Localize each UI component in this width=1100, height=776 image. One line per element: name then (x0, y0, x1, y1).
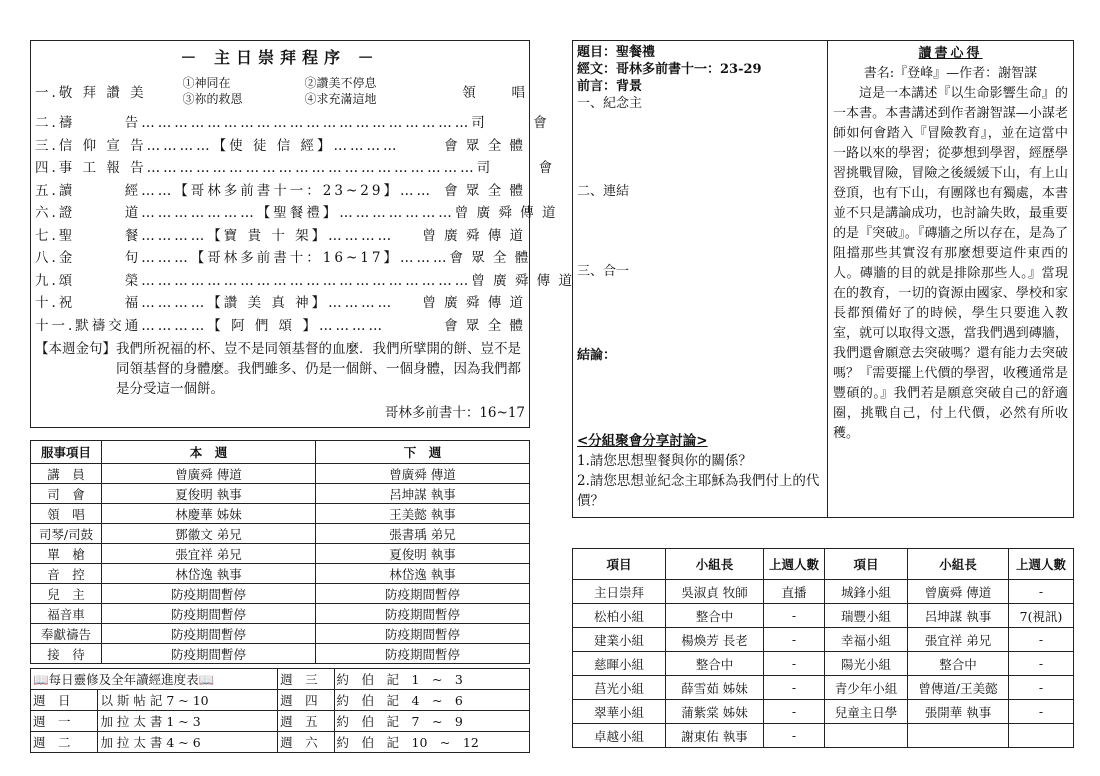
reading-row (31, 732, 530, 753)
group-row-cell: 呂坤謀 執事 (908, 604, 1009, 628)
worship-item (35, 290, 525, 313)
group-row-cell: - (764, 724, 825, 748)
service-row-cell: 曾廣舜 傳道 (316, 464, 530, 484)
group-row-cell (908, 724, 1009, 748)
worship-item (35, 110, 549, 133)
reading-row-cell: 週 二 (31, 732, 98, 753)
worship-item-leader: 會 眾 全 體 (444, 317, 525, 334)
service-row-cell: 防疫期間暫停 (316, 624, 530, 644)
group-row-cell: - (764, 700, 825, 724)
service-row-cell: 呂坤謀 執事 (316, 484, 530, 504)
sermon-point-2: 二、連結 (577, 184, 630, 199)
discussion-section (577, 431, 822, 511)
reading-row-cell: 加 拉 太 書 1 ~ 3 (98, 711, 278, 732)
service-row-cell: 單 槍 (31, 544, 102, 564)
sermon-point-1: 一、紀念主 (577, 96, 643, 111)
worship-items (35, 110, 574, 335)
worship-item-label: 三.信 仰 宣 告…………【使 徒 信 經】………… (35, 137, 400, 154)
group-row-cell: 楊煥芳 長老 (666, 628, 764, 652)
worship-title: － 主日崇拜程序 － (180, 48, 380, 67)
service-row (31, 624, 530, 644)
service-row-cell: 張宜祥 弟兄 (102, 544, 316, 564)
service-row-cell: 防疫期間暫停 (316, 584, 530, 604)
reading-row-cell: 週 六 (278, 732, 334, 753)
book-review-subtitle: 書名:『登峰』—作者：謝智謀 (863, 66, 1038, 81)
reading-row (31, 711, 530, 732)
service-row-cell: 林岱逸 執事 (316, 564, 530, 584)
reading-passage: 約 伯 記 1 ~ 3 (334, 669, 530, 690)
group-row-cell: 7(視訊) (1009, 604, 1074, 628)
group-row-cell: - (764, 652, 825, 676)
praise-song: ④求充滿這地 (304, 92, 377, 106)
worship-item (35, 178, 525, 201)
worship-item-leader: 會 眾 全 體 (449, 250, 531, 267)
group-row-cell: 曾傳道/王美懿 (908, 676, 1009, 700)
group-row-cell: 青少年小組 (825, 676, 908, 700)
service-row-cell: 接 待 (31, 644, 102, 664)
worship-item (35, 268, 574, 291)
weekly-verse (35, 339, 525, 399)
service-row-cell: 夏俊明 執事 (316, 544, 530, 564)
sermon-point-3: 三、合一 (577, 264, 630, 279)
groups-header: 項目 (573, 549, 666, 580)
service-row-cell: 防疫期間暫停 (316, 644, 530, 664)
group-row-cell: - (1009, 652, 1074, 676)
worship-item-label: 七.聖 餐…………【寶 貴 十 架】………… (35, 227, 395, 244)
group-row-cell: 陽光小組 (825, 652, 908, 676)
group-row (573, 700, 1074, 724)
worship-item-label: 四.事 工 報 告…………………………………………………… (35, 160, 477, 177)
reading-row-cell: 週 日 (31, 690, 98, 711)
group-row-cell: 卓越小組 (573, 724, 666, 748)
reading-title: 📖每日靈修及全年讀經進度表📖 (31, 669, 278, 690)
worship-item-leader: 會 眾 全 體 (444, 137, 525, 154)
small-groups-table (572, 548, 1074, 748)
group-row (573, 580, 1074, 604)
group-row-cell: - (1009, 628, 1074, 652)
reading-row-cell: 以 斯 帖 記 7 ~ 10 (98, 690, 278, 711)
service-row-cell: 張書瑀 弟兄 (316, 524, 530, 544)
service-row (31, 604, 530, 624)
service-row-cell: 講 員 (31, 464, 102, 484)
group-row (573, 628, 1074, 652)
service-row (31, 544, 530, 564)
group-row-cell: 薛雪茹 姊妹 (666, 676, 764, 700)
service-row-cell: 司 會 (31, 484, 102, 504)
praise-songs (182, 75, 426, 107)
service-row (31, 584, 530, 604)
service-header-row (31, 441, 530, 464)
reading-row-cell: 約 伯 記 4 ~ 6 (334, 690, 530, 711)
reading-row-cell: 週 四 (278, 690, 334, 711)
worship-item-leader: 會 眾 全 體 (444, 182, 525, 199)
groups-header: 上週人數 (764, 549, 825, 580)
worship-item (35, 223, 525, 246)
service-row (31, 504, 530, 524)
weekly-verse-text: 我們所祝福的杯、豈不是同領基督的血麼．我們所擘開的餅、豈不是同領基督的身體麼。我們雖多、仍是一個餅、一個身體，因為我們都是分受這一個餅。 (116, 341, 521, 397)
group-row (573, 652, 1074, 676)
group-row-cell: - (1009, 700, 1074, 724)
worship-item-label: 五.讀 經……【哥林多前書十一：23~29】…… (35, 182, 433, 199)
group-row-cell: 建業小組 (573, 628, 666, 652)
praise-role-right: 唱 (511, 85, 525, 101)
sermon-notes-panel (572, 40, 1074, 518)
group-row-cell: 整合中 (666, 604, 764, 628)
group-row-cell: 張宜祥 弟兄 (908, 628, 1009, 652)
group-row-cell: 瑞豐小組 (825, 604, 908, 628)
worship-item-label: 六.證 道…………………【聖餐禮】………………… (35, 205, 455, 222)
worship-order-panel (30, 40, 574, 428)
sermon-conclusion: 結論： (577, 348, 617, 363)
service-row-cell: 音 控 (31, 564, 102, 584)
praise-role-left: 領 (462, 85, 476, 101)
worship-item (35, 245, 531, 268)
reading-row-cell: 週 五 (278, 711, 334, 732)
worship-item-leader: 司 會 (476, 160, 555, 177)
service-row (31, 484, 530, 504)
service-header: 下 週 (316, 441, 530, 464)
group-row-cell: 整合中 (908, 652, 1009, 676)
worship-item (35, 200, 558, 223)
service-row-cell: 防疫期間暫停 (316, 604, 530, 624)
sermon-intro: 前言：背景 (577, 79, 643, 94)
group-row-cell: 慈暉小組 (573, 652, 666, 676)
service-row (31, 464, 530, 484)
worship-item (35, 133, 525, 156)
group-row-cell: 張開華 執事 (908, 700, 1009, 724)
group-row-cell: 蒲紫棠 姊妹 (666, 700, 764, 724)
weekly-verse-ref: 哥林多前書十：16~17 (384, 405, 525, 421)
worship-item-label: 二.禱 告…………………………………………………… (35, 115, 472, 132)
service-row-cell: 防疫期間暫停 (102, 624, 316, 644)
groups-header: 項目 (825, 549, 908, 580)
discussion-question: 2.請您思想並紀念主耶穌為我們付上的代價？ (577, 473, 820, 509)
group-row-cell: 吳淑貞 牧師 (666, 580, 764, 604)
book-review-text: 這是一本講述『以生命影響生命』的一本書。本書講述到作者謝智謀—小謀老師如何會踏入『冒險教育』，並在這當中一路以來的學習；從夢想到學習，經歷學習挑戰冒險，冒險之後緩緩下山，有上山登頂，也有下山，有團隊也有獨處，本書並不只是講論成功，也討論失敗，最重要的是『突破』。『磚牆之所以存在，是為了阻擋那些其實沒有那麼想要這件東西的人。磚牆的目的就是排除那些人。』當現在的教育，一切的資源由國家、學校和家長都預備好了的時候，學生只要進入教室，就可以取得文憑，當我們遇到磚牆，我們還會願意去突破嗎？還有能力去突破嗎？『需要擺上代價的學習，收穫通常是豐碩的。』我們若是願意突破自己的舒適圈，挑戰自己，付上代價，必然有所收穫。 (833, 86, 1068, 441)
book-review (828, 41, 1073, 517)
worship-item-label: 十.祝 福…………【讚 美 真 神】………… (35, 295, 395, 312)
worship-item (35, 313, 525, 336)
groups-header: 小組長 (666, 549, 764, 580)
sermon-scripture: 經文：哥林多前書十一：23-29 (577, 62, 762, 77)
service-row-cell: 司琴/司鼓 (31, 524, 102, 544)
service-roster-table (30, 440, 530, 664)
service-row-cell: 鄧徽文 弟兄 (102, 524, 316, 544)
group-row-cell: - (764, 628, 825, 652)
service-row-cell: 夏俊明 執事 (102, 484, 316, 504)
worship-item-leader: 曾 廣 舜 傳 道 (471, 272, 574, 289)
discussion-title: <分組聚會分享討論> (577, 433, 708, 449)
worship-item (35, 155, 555, 178)
service-row-cell: 兒 主 (31, 584, 102, 604)
service-row-cell: 王美懿 執事 (316, 504, 530, 524)
service-row-cell: 福音車 (31, 604, 102, 624)
group-row-cell: 莒光小組 (573, 676, 666, 700)
service-row (31, 564, 530, 584)
reading-row (31, 690, 530, 711)
service-row-cell: 奉獻禱告 (31, 624, 102, 644)
service-header: 服事項目 (31, 441, 102, 464)
worship-item-praise (35, 72, 525, 110)
reading-row-cell: 加 拉 太 書 4 ~ 6 (98, 732, 278, 753)
reading-day: 週 三 (278, 669, 334, 690)
reading-row-cell: 約 伯 記 7 ~ 9 (334, 711, 530, 732)
service-row-cell: 林岱逸 執事 (102, 564, 316, 584)
group-row-cell (825, 724, 908, 748)
group-row (573, 676, 1074, 700)
service-row-cell: 林慶華 姊妹 (102, 504, 316, 524)
book-review-title: 讀書心得 (918, 46, 983, 61)
praise-song: ③祢的救恩 (182, 92, 243, 106)
sermon-outline (573, 41, 828, 517)
group-row-cell: 整合中 (666, 652, 764, 676)
reading-plan-table (30, 668, 530, 753)
group-row-cell (1009, 724, 1074, 748)
group-row (573, 724, 1074, 748)
group-row-cell: 主日崇拜 (573, 580, 666, 604)
service-row-cell: 防疫期間暫停 (102, 604, 316, 624)
praise-song: ①神同在 (182, 76, 231, 90)
group-row-cell: - (1009, 676, 1074, 700)
service-header: 本 週 (102, 441, 316, 464)
reading-title-text: 每日靈修及全年讀經進度表 (48, 672, 199, 687)
praise-song: ②讚美不停息 (304, 76, 377, 90)
group-row (573, 604, 1074, 628)
service-row-cell: 防疫期間暫停 (102, 644, 316, 664)
group-row-cell: - (764, 604, 825, 628)
worship-item-leader: 曾 廣 舜 傳 道 (422, 227, 525, 244)
worship-item-leader: 曾 廣 舜 傳 道 (454, 205, 558, 222)
group-row-cell: 直播 (764, 580, 825, 604)
groups-header: 上週人數 (1009, 549, 1074, 580)
group-row-cell: 松柏小組 (573, 604, 666, 628)
service-row-cell: 曾廣舜 傳道 (102, 464, 316, 484)
reading-row (31, 669, 530, 690)
worship-item-label: 八.金 句………【哥林多前書十：16~17】……… (35, 250, 450, 267)
weekly-verse-label: 【本週金句】 (35, 341, 116, 357)
worship-item-label: 十一.默禱交通…………【 阿 們 頌 】………… (35, 317, 385, 334)
service-row-cell: 防疫期間暫停 (102, 584, 316, 604)
reading-row-cell: 週 一 (31, 711, 98, 732)
group-row-cell: 兒童主日學 (825, 700, 908, 724)
group-row-cell: - (764, 676, 825, 700)
service-row (31, 524, 530, 544)
group-row-cell: 城鋒小組 (825, 580, 908, 604)
worship-item-leader: 司 會 (471, 115, 549, 132)
service-row-cell: 領 唱 (31, 504, 102, 524)
sermon-topic: 題目：聖餐禮 (577, 45, 656, 60)
group-row-cell: 謝東佑 執事 (666, 724, 764, 748)
worship-item-leader: 曾 廣 舜 傳 道 (422, 295, 525, 312)
group-row-cell: 幸福小組 (825, 628, 908, 652)
discussion-question: 1.請您思想聖餐與你的關係？ (577, 453, 752, 469)
group-row-cell: 翠華小組 (573, 700, 666, 724)
groups-header-row (573, 549, 1074, 580)
worship-item-label: 九.頌 榮…………………………………………………… (35, 272, 472, 289)
praise-label: 一.敬 拜 讚 美 (35, 85, 147, 101)
group-row-cell: 曾廣舜 傳道 (908, 580, 1009, 604)
reading-row-cell: 約 伯 記 10 ~ 12 (334, 732, 530, 753)
groups-header: 小組長 (908, 549, 1009, 580)
service-row (31, 644, 530, 664)
group-row-cell: - (1009, 580, 1074, 604)
